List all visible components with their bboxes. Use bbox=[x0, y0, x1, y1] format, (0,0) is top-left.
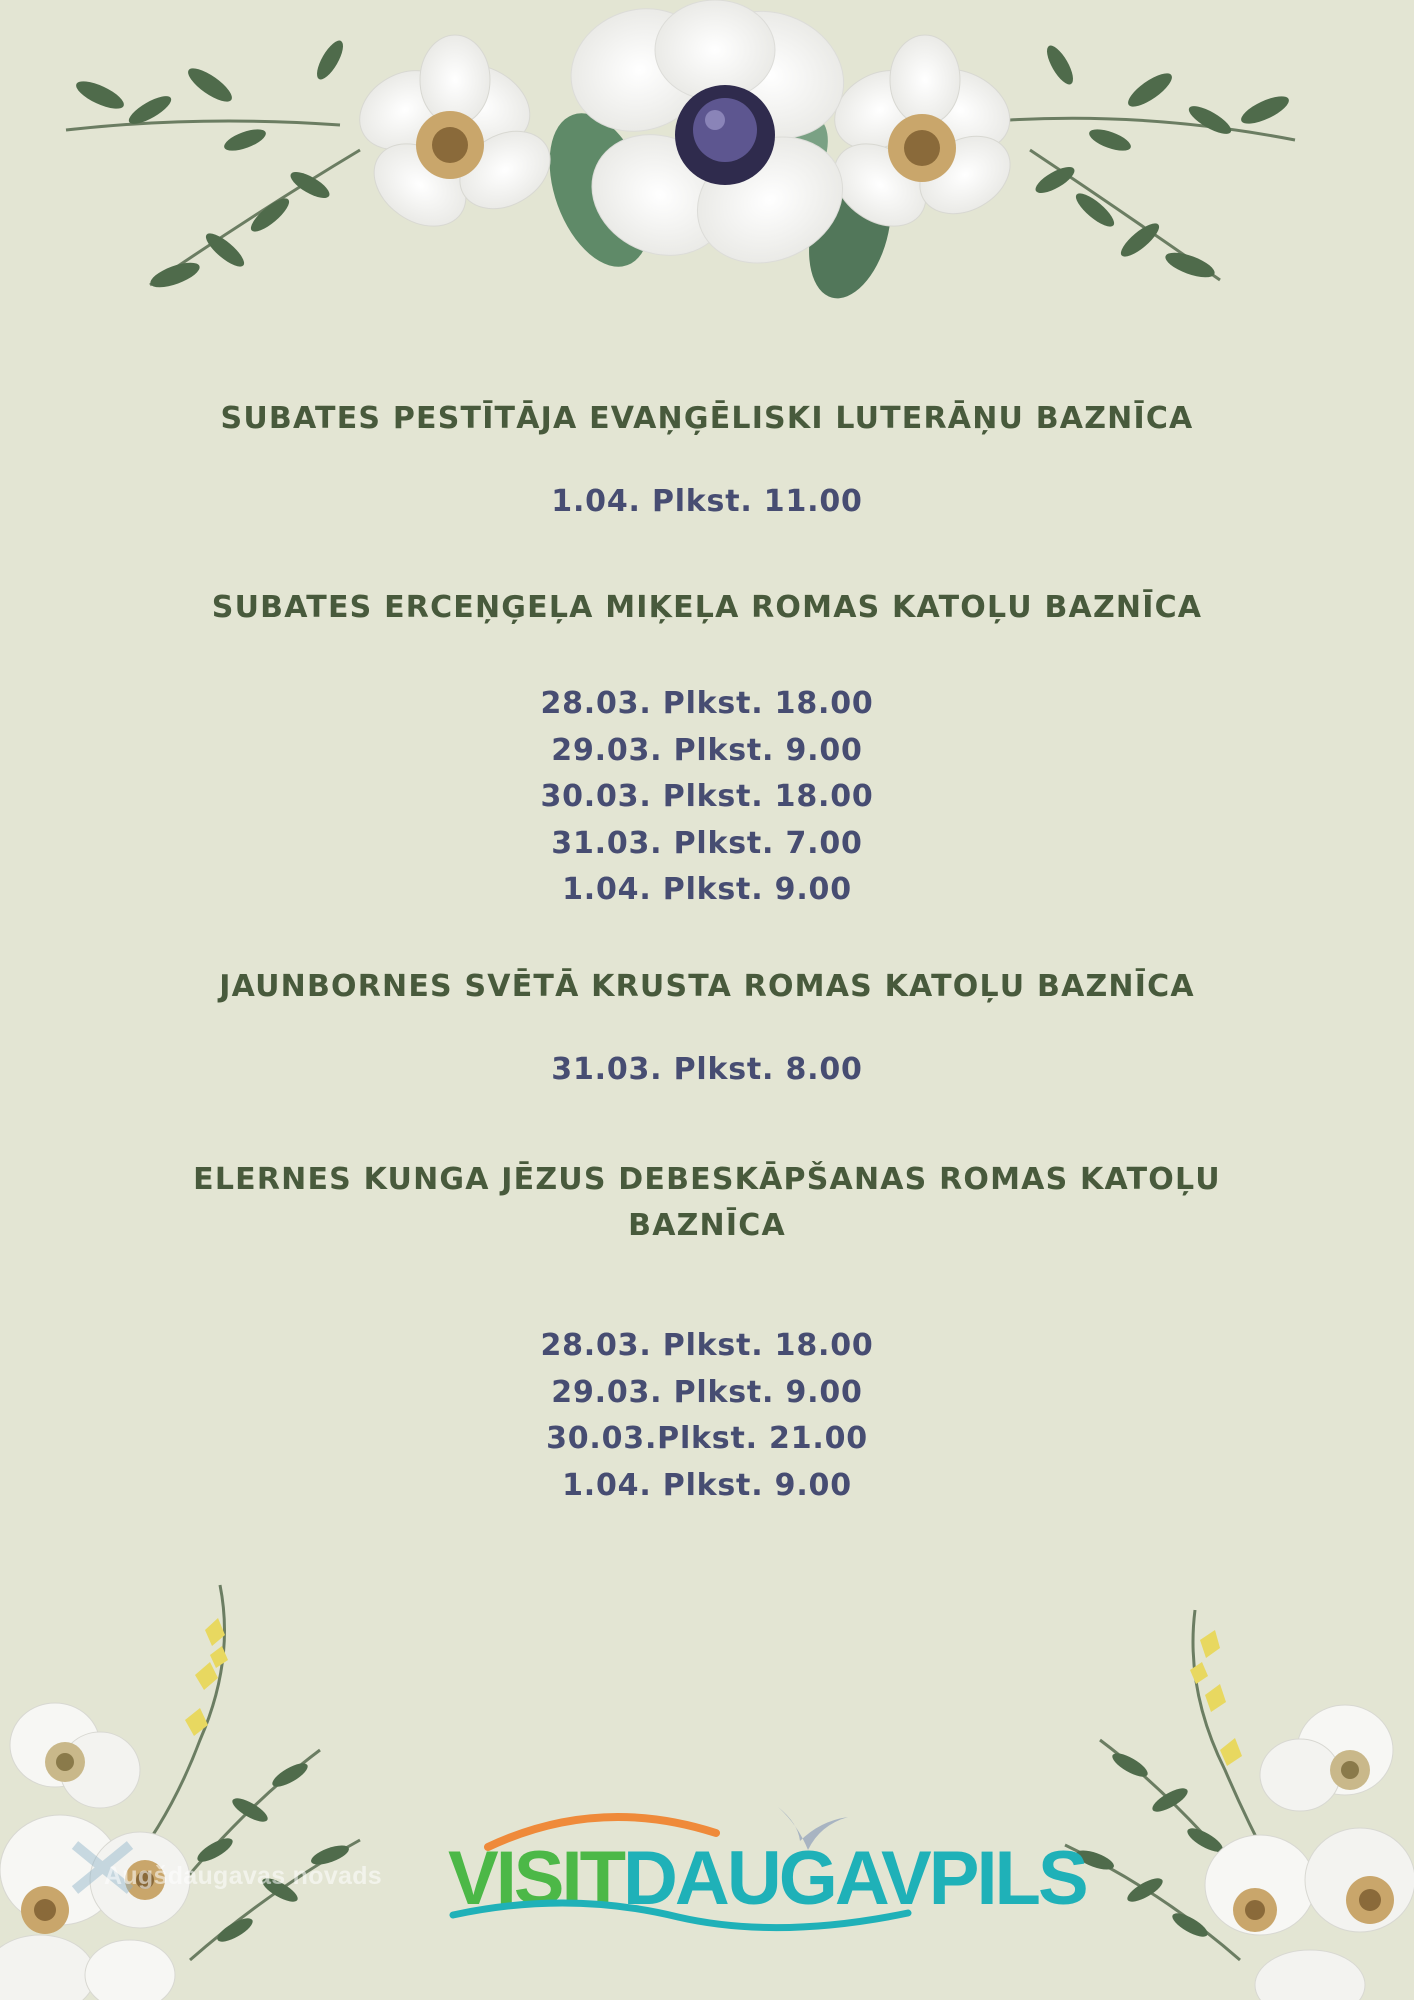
church-section-subate-lutheran bbox=[0, 396, 1414, 442]
church-title-line1: ELERNES KUNGA JĒZUS DEBESKĀPŠANAS ROMAS KATOĻU bbox=[193, 1162, 1221, 1197]
service-times bbox=[0, 479, 1414, 526]
service-times bbox=[0, 1047, 1414, 1094]
service-time: 29.03. Plkst. 9.00 bbox=[551, 1374, 863, 1410]
service-time: 28.03. Plkst. 18.00 bbox=[540, 686, 874, 721]
wave-icon bbox=[448, 1795, 996, 1945]
service-time: 1.04. Plkst. 9.00 bbox=[562, 1467, 852, 1503]
service-time: 31.03. Plkst. 8.00 bbox=[551, 1052, 863, 1087]
church-section-jaunborne bbox=[0, 964, 1414, 1010]
service-time: 1.04. Plkst. 9.00 bbox=[562, 872, 852, 907]
logo-part-daugavpils: DAUGAVPILS bbox=[623, 1836, 1086, 1921]
church-section-subate-catholic bbox=[0, 585, 1414, 631]
visit-daugavpils-logo[interactable] bbox=[448, 1795, 1086, 1945]
flower-cluster-bottom-right bbox=[1050, 1600, 1414, 2000]
service-times bbox=[0, 681, 1414, 914]
service-time: 30.03. Plkst. 18.00 bbox=[540, 779, 874, 814]
flower-garland-top bbox=[0, 0, 1414, 330]
service-times bbox=[0, 1323, 1414, 1509]
service-time: 1.04. Plkst. 11.00 bbox=[551, 484, 863, 519]
church-title: SUBATES ERCEŅĢEĻA MIĶEĻA ROMAS KATOĻU BAZNĪCA bbox=[211, 590, 1203, 625]
service-time: 28.03. Plkst. 18.00 bbox=[540, 1328, 874, 1363]
service-time: 30.03.Plkst. 21.00 bbox=[546, 1421, 868, 1456]
church-title: JAUNBORNES SVĒTĀ KRUSTA ROMAS KATOĻU BAZNĪCA bbox=[219, 969, 1195, 1004]
flower-cluster-bottom-left bbox=[0, 1580, 383, 2000]
church-section-elerne bbox=[0, 1157, 1414, 1249]
region-text: Augšdaugavas novads bbox=[104, 1862, 383, 1890]
church-title-line2: BAZNĪCA bbox=[628, 1208, 786, 1243]
logo-part-visit: VISIT bbox=[448, 1836, 624, 1921]
service-time: 31.03. Plkst. 7.00 bbox=[551, 825, 863, 861]
church-title: SUBATES PESTĪTĀJA EVAŅĢĒLISKI LUTERĀŅU BAZNĪCA bbox=[220, 401, 1194, 436]
service-time: 29.03. Plkst. 9.00 bbox=[551, 732, 863, 768]
